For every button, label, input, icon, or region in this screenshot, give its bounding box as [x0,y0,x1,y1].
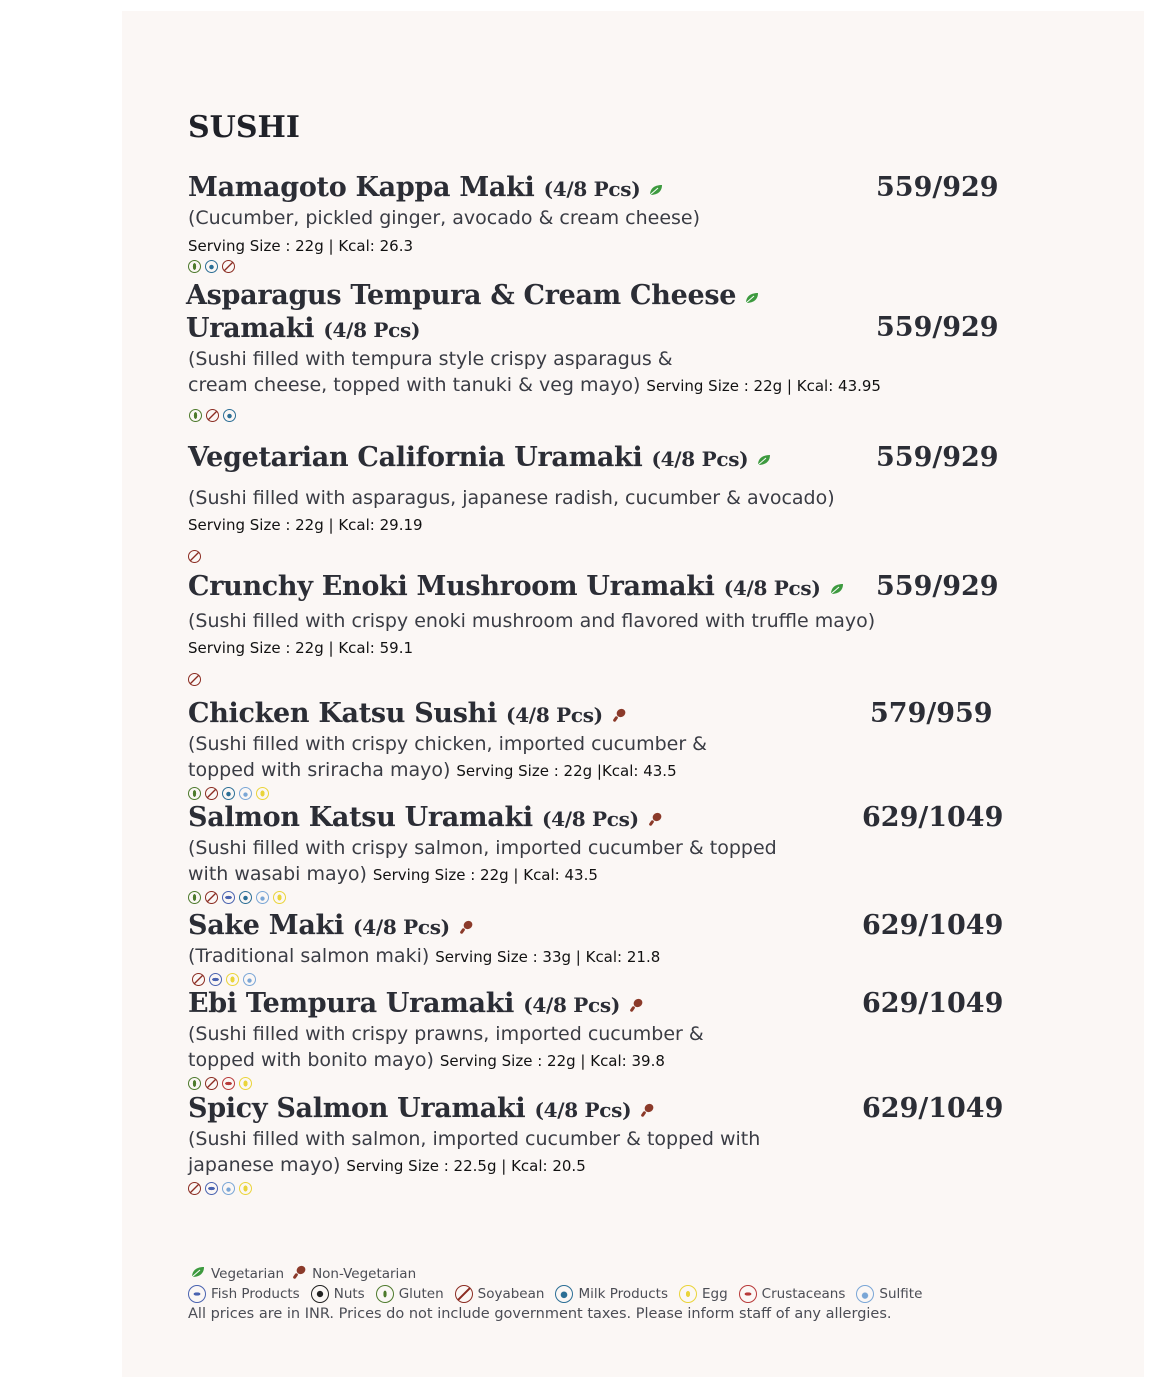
item-description: (Sushi filled with crispy prawns, imported cucumber & [188,1023,704,1045]
legend-item-milk [555,1285,668,1303]
item-name: Spicy Salmon Uramaki [188,1093,526,1124]
legend-label: Soyabean [477,1286,545,1302]
item-price: 559/929 [876,442,999,473]
milk-icon [222,787,235,800]
gluten-icon [188,260,201,273]
item-description: (Sushi filled with crispy salmon, imported cucumber & topped [188,837,777,859]
legend-item-crus [739,1285,846,1303]
legend-item-sul [856,1285,922,1303]
non-veg-icon [628,989,644,1021]
veg-icon [756,443,772,475]
non-veg-icon [611,699,627,731]
egg-icon [226,973,239,986]
item-name: Mamagoto Kappa Maki [188,172,535,203]
allergen-icons [192,971,1008,987]
glu-icon [376,1285,394,1303]
item-name-line1: Asparagus Tempura & Cream Cheese [186,280,737,311]
legend-item-glu [376,1285,444,1303]
non-veg-icon [458,911,474,943]
fish-icon [188,1285,206,1303]
diet-legend [188,1264,928,1284]
legend-label: Nuts [333,1286,365,1302]
veg-icon [744,281,760,313]
item-price: 579/959 [870,698,993,729]
soyabean-icon [188,673,201,686]
item-pcs: (4/8 Pcs) [651,447,749,471]
item-price: 629/1049 [862,802,1004,833]
item-pcs: (4/8 Pcs) [543,177,641,201]
item-price: 629/1049 [862,988,1004,1019]
egg-icon [239,1077,252,1090]
fish-icon [222,891,235,904]
milk-icon [555,1285,573,1303]
sulfite-icon [256,891,269,904]
soyabean-icon [188,1182,201,1195]
section-title: SUSHI [188,110,300,145]
item-price: 559/929 [876,571,999,602]
legend-non-vegetarian: Non-Vegetarian [312,1266,417,1282]
item-name: Crunchy Enoki Mushroom Uramaki [188,571,715,602]
sulfite-icon [239,787,252,800]
milk-icon [205,260,218,273]
item-name: Sake Maki [188,910,344,941]
allergen-icons [189,408,1006,424]
item-price: 559/929 [876,172,999,203]
serving-size: Serving Size : 33g | Kcal: 21.8 [435,948,661,966]
item-description: (Cucumber, pickled ginger, avocado & cream cheese) [188,207,701,229]
gluten-icon [188,891,201,904]
item-name: Vegetarian California Uramaki [188,442,643,473]
item-description: (Sushi filled with crispy enoki mushroom and flavored with truffle mayo) [188,610,876,632]
item-pcs: (4/8 Pcs) [723,576,821,600]
serving-size: Serving Size : 22g | Kcal: 26.3 [188,237,413,255]
serving-size: Serving Size : 22g | Kcal: 39.8 [439,1052,665,1070]
item-description: (Sushi filled with tempura style crispy asparagus & [188,347,673,370]
gluten-icon [189,409,202,422]
serving-size: Serving Size : 22g |Kcal: 43.5 [456,762,677,780]
egg-icon [256,787,269,800]
soyabean-icon [188,550,201,563]
serving-size: Serving Size : 22g | Kcal: 43.5 [372,866,598,884]
item-pcs: (4/8 Pcs) [541,807,639,831]
item-pcs: (4/8 Pcs) [506,703,603,727]
item-pcs: (4/8 Pcs) [523,993,621,1017]
soyabean-icon [205,787,218,800]
fish-icon [209,973,222,986]
legend-item-nut [311,1285,365,1303]
legend-item-soy [455,1285,545,1303]
legend-label: Fish Products [211,1286,300,1302]
item-price: 629/1049 [862,910,1004,941]
nut-icon [311,1285,329,1303]
crustaceans-icon [222,1077,235,1090]
allergen-icons [188,1075,1008,1091]
serving-size: Serving Size : 22g | Kcal: 59.1 [188,639,413,657]
legend-label: Egg [702,1286,728,1302]
item-pcs: (4/8 Pcs) [323,317,421,342]
item-name-line2: Uramaki [186,312,315,344]
sulfite-icon [243,973,256,986]
legend [188,1264,928,1322]
menu-item [186,280,1006,424]
legend-label: Crustaceans [761,1286,846,1302]
sulfite-icon [222,1182,235,1195]
milk-icon [239,891,252,904]
legend-item-egg [679,1285,728,1303]
allergen-icons [188,548,1008,564]
allergen-legend [188,1284,928,1304]
legend-label: Gluten [398,1286,444,1302]
item-description-line2: with wasabi mayo) [188,863,367,885]
item-name: Chicken Katsu Sushi [188,698,497,729]
veg-icon [829,572,845,604]
gluten-icon [188,1077,201,1090]
soyabean-icon [206,409,219,422]
item-description-line2: cream cheese, topped with tanuki & veg mayo) [188,373,641,396]
item-price: 559/929 [876,312,999,343]
soyabean-icon [222,260,235,273]
non-veg-icon [639,1094,655,1126]
serving-size: Serving Size : 22g | Kcal: 43.95 [646,376,881,395]
item-description: (Sushi filled with salmon, imported cucumber & topped with [188,1128,761,1150]
allergen-icons [188,889,1008,905]
allergen-icons [188,1180,1008,1196]
item-description-line2: topped with bonito mayo) [188,1049,434,1071]
item-pcs: (4/8 Pcs) [353,915,450,939]
legend-label: Sulfite [879,1286,923,1302]
item-description: (Sushi filled with crispy chicken, imported cucumber & [188,733,707,755]
item-description-line2: topped with sriracha mayo) [188,759,451,781]
item-description: (Sushi filled with asparagus, japanese radish, cucumber & avocado) [188,487,835,509]
allergen-icons [188,258,1008,274]
item-description: (Traditional salmon maki) [188,945,430,967]
sul-icon [856,1285,874,1303]
non-veg-icon [291,1264,307,1284]
gluten-icon [188,787,201,800]
legend-label: Milk Products [578,1286,668,1302]
soy-icon [455,1285,473,1303]
item-name: Ebi Tempura Uramaki [188,988,515,1019]
egg-icon [679,1285,697,1303]
item-description-line2: japanese mayo) [188,1154,341,1176]
legend-item-fish [188,1285,300,1303]
crus-icon [739,1285,757,1303]
veg-icon [648,173,664,205]
serving-size: Serving Size : 22g | Kcal: 29.19 [188,516,423,534]
item-name: Salmon Katsu Uramaki [188,802,533,833]
item-price: 629/1049 [862,1093,1004,1124]
egg-icon [239,1182,252,1195]
item-pcs: (4/8 Pcs) [534,1098,632,1122]
soyabean-icon [192,973,205,986]
allergen-icons [188,671,1008,687]
soyabean-icon [205,1077,218,1090]
legend-vegetarian: Vegetarian [211,1266,285,1282]
serving-size: Serving Size : 22.5g | Kcal: 20.5 [346,1157,586,1175]
veg-icon [190,1265,206,1283]
allergen-icons [188,785,1008,801]
disclaimer-note: All prices are in INR. Prices do not include government taxes. Please inform staff of any allergies. [188,1306,892,1322]
milk-icon [223,409,236,422]
fish-icon [205,1182,218,1195]
egg-icon [273,891,286,904]
soyabean-icon [205,891,218,904]
non-veg-icon [647,803,663,835]
